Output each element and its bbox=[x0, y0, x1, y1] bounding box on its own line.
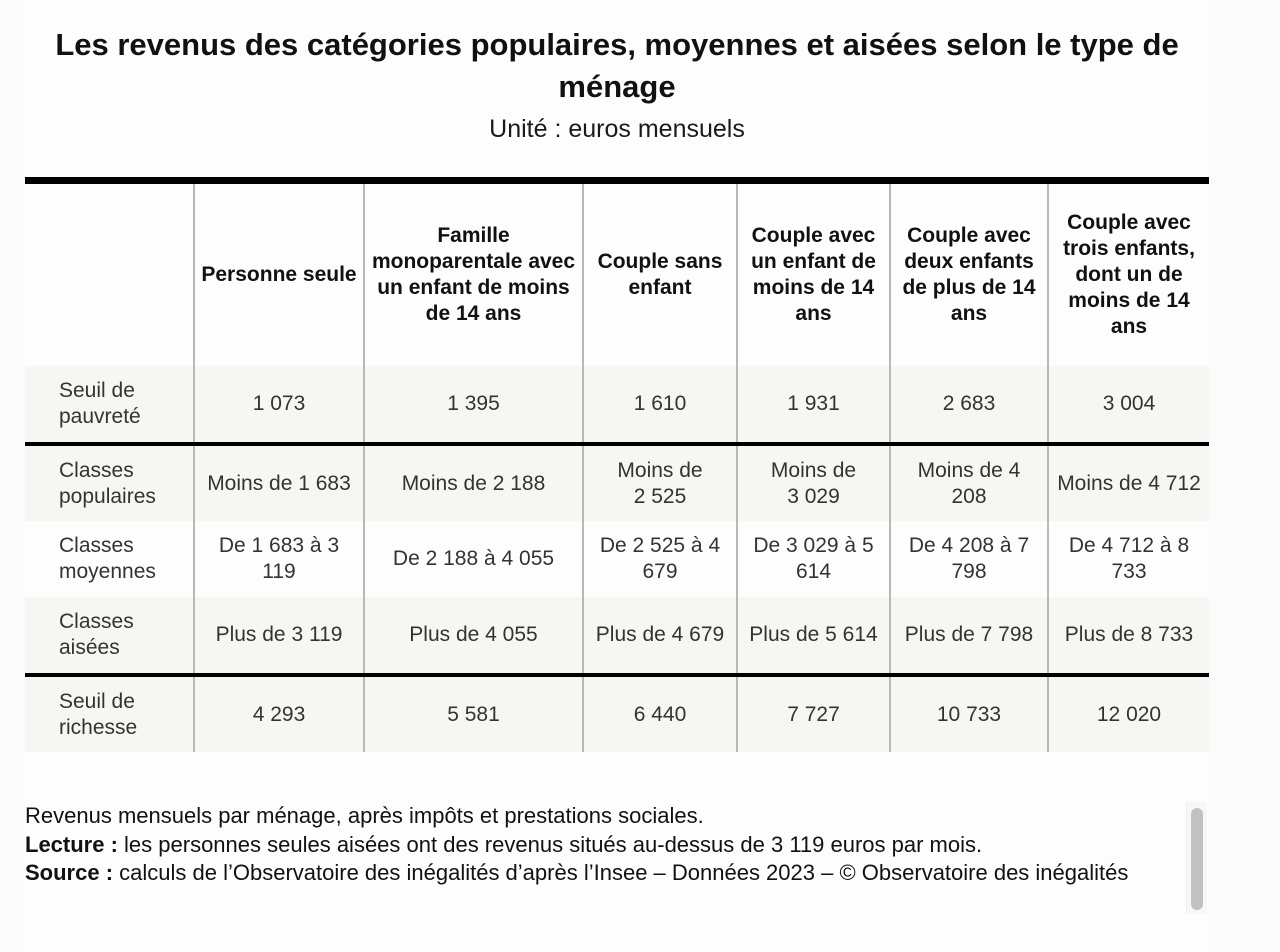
table-cell: De 2 188 à 4 055 bbox=[364, 521, 583, 597]
header-row bbox=[25, 184, 1209, 366]
table-row-classes-aisees bbox=[25, 597, 1209, 675]
footer-scrollbar[interactable] bbox=[1186, 802, 1207, 914]
table-row-seuil-pauvrete bbox=[25, 366, 1209, 444]
table-cell: 3 004 bbox=[1048, 366, 1209, 444]
row-label: Seuil de pauvreté bbox=[25, 366, 194, 444]
lecture-label: Lecture : bbox=[25, 831, 118, 857]
table-cell: De 3 029 à 5 614 bbox=[737, 521, 890, 597]
table-cell: Moins de 4 208 bbox=[890, 444, 1048, 521]
footer-notes bbox=[25, 802, 1175, 888]
header-couple-sans-enfant: Couple sans enfant bbox=[583, 184, 737, 366]
row-label: Classes aisées bbox=[25, 597, 194, 675]
table-cell: Moins de 4 712 bbox=[1048, 444, 1209, 521]
header-empty bbox=[25, 184, 194, 366]
row-label: Seuil de richesse bbox=[25, 675, 194, 752]
table-cell: Moins de 3 029 bbox=[737, 444, 890, 521]
table-cell: De 4 712 à 8 733 bbox=[1048, 521, 1209, 597]
scrollbar-thumb[interactable] bbox=[1191, 808, 1203, 910]
page-title: Les revenus des catégories populaires, moyennes et aisées selon le type de ménage bbox=[55, 27, 1179, 104]
table-cell: Moins de 2 188 bbox=[364, 444, 583, 521]
table-cell: 1 395 bbox=[364, 366, 583, 444]
table-cell: Plus de 5 614 bbox=[737, 597, 890, 675]
table-cell: 1 610 bbox=[583, 366, 737, 444]
row-label: Classes populaires bbox=[25, 444, 194, 521]
row-label: Classes moyennes bbox=[25, 521, 194, 597]
footer-note: Revenus mensuels par ménage, après impôts et prestations sociales. bbox=[25, 803, 704, 828]
table-cell: 6 440 bbox=[583, 675, 737, 752]
table-cell: Plus de 4 055 bbox=[364, 597, 583, 675]
table-cell: De 1 683 à 3 119 bbox=[194, 521, 364, 597]
header-couple-deux-enfants: Couple avec deux enfants de plus de 14 ans bbox=[890, 184, 1048, 366]
table-cell: Plus de 8 733 bbox=[1048, 597, 1209, 675]
source-text: calculs de l’Observatoire des inégalités d’après l’Insee – Données 2023 – © Observatoire des inégalités bbox=[113, 860, 1129, 885]
source-label: Source : bbox=[25, 860, 114, 885]
table-cell: De 2 525 à 4 679 bbox=[583, 521, 737, 597]
table-cell: 1 073 bbox=[194, 366, 364, 444]
table-row-classes-moyennes bbox=[25, 521, 1209, 597]
footer-lecture bbox=[25, 831, 1175, 860]
table-cell: Moins de 2 525 bbox=[583, 444, 737, 521]
table-cell: 2 683 bbox=[890, 366, 1048, 444]
header-couple-trois-enfants: Couple avec trois enfants, dont un de moins de 14 ans bbox=[1048, 184, 1209, 366]
table-cell: 7 727 bbox=[737, 675, 890, 752]
table-cell: 4 293 bbox=[194, 675, 364, 752]
table-cell: De 4 208 à 7 798 bbox=[890, 521, 1048, 597]
table-top-rule bbox=[25, 177, 1209, 184]
table-cell: 12 020 bbox=[1048, 675, 1209, 752]
unit-subtitle: Unité : euros mensuels bbox=[489, 115, 745, 143]
income-table bbox=[25, 184, 1209, 752]
table-cell: 10 733 bbox=[890, 675, 1048, 752]
header-famille-monoparentale: Famille monoparentale avec un enfant de moins de 14 ans bbox=[364, 184, 583, 366]
header-couple-un-enfant: Couple avec un enfant de moins de 14 ans bbox=[737, 184, 890, 366]
table-cell: 1 931 bbox=[737, 366, 890, 444]
table-cell: Plus de 3 119 bbox=[194, 597, 364, 675]
table-cell: Moins de 1 683 bbox=[194, 444, 364, 521]
table-row-classes-populaires bbox=[25, 444, 1209, 521]
header-personne-seule: Personne seule bbox=[194, 184, 364, 366]
table-cell: 5 581 bbox=[364, 675, 583, 752]
table-cell: Plus de 7 798 bbox=[890, 597, 1048, 675]
table-row-seuil-richesse bbox=[25, 675, 1209, 752]
footer-source bbox=[25, 859, 1175, 888]
lecture-text: les personnes seules aisées ont des revenus situés au-dessus de 3 119 euros par mois. bbox=[117, 831, 983, 857]
table-cell: Plus de 4 679 bbox=[583, 597, 737, 675]
